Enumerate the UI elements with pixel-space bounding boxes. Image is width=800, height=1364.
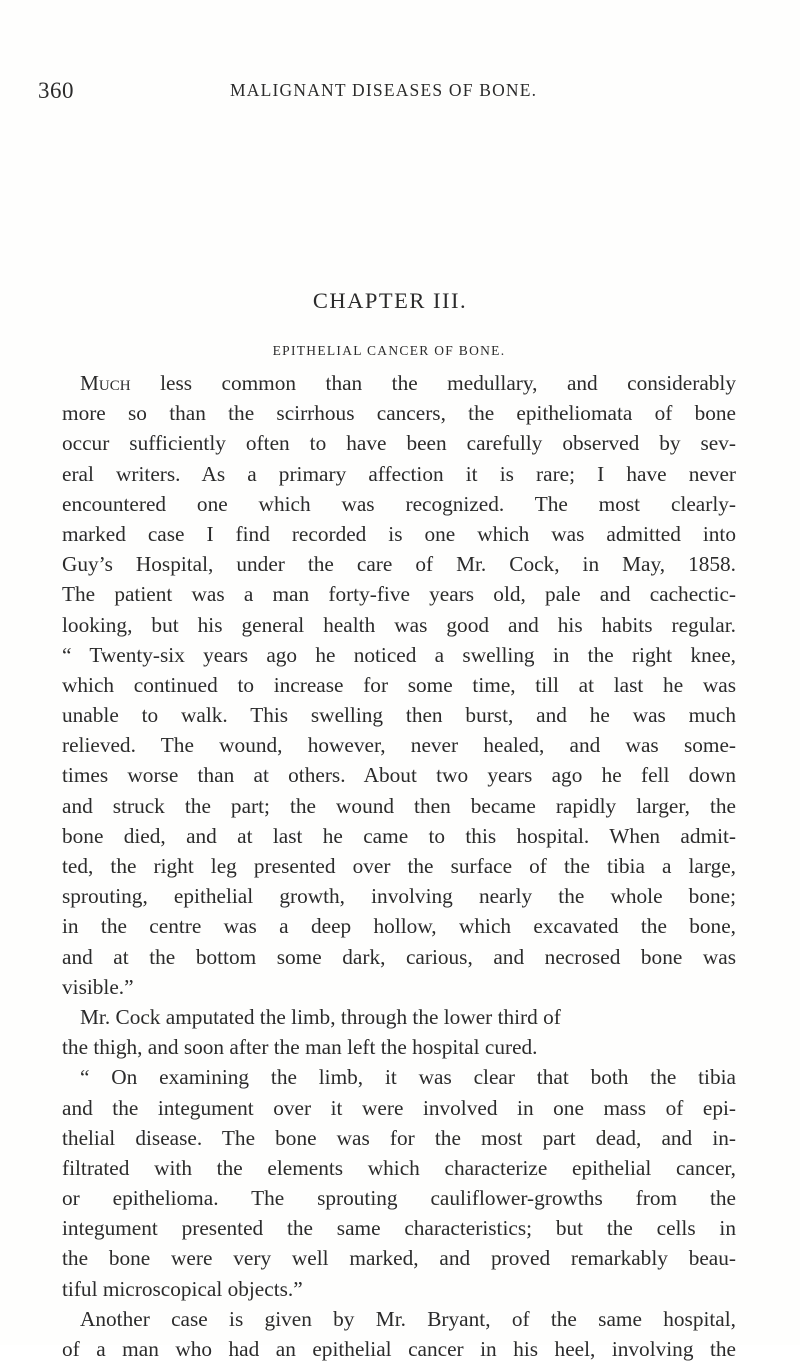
- text-line: the bone were very well marked, and proved remarkably beau-: [62, 1246, 736, 1271]
- body-text: [62, 368, 736, 1364]
- text-line: and the integument over it were involved in one mass of epi-: [62, 1095, 736, 1120]
- chapter-title: CHAPTER III.: [312, 288, 468, 313]
- text-line: marked case I find recorded is one which was admitted into: [62, 521, 736, 546]
- text-line: Much less common than the medullary, and considerably: [80, 371, 736, 395]
- text-line: integument presented the same characteristics; but the cells in: [62, 1216, 736, 1241]
- text-line: visible.”: [62, 974, 134, 999]
- text-line: “ On examining the limb, it was clear that both the tibia: [80, 1065, 736, 1090]
- page-number: 360: [38, 78, 74, 103]
- text-line: encountered one which was recognized. The most clearly-: [62, 491, 736, 516]
- text-line: the thigh, and soon after the man left the hospital cured.: [62, 1035, 538, 1060]
- text-line: sprouting, epithelial growth, involving nearly the whole bone;: [62, 884, 736, 909]
- text-line: occur sufficiently often to have been carefully observed by sev-: [62, 431, 736, 456]
- text-line: times worse than at others. About two years ago he fell down: [62, 763, 736, 788]
- text-line: eral writers. As a primary affection it is rare; I have never: [62, 461, 736, 486]
- text-line: and struck the part; the wound then became rapidly larger, the: [62, 793, 736, 818]
- chapter-subtitle: EPITHELIAL CANCER OF BONE.: [272, 343, 506, 358]
- text-line: relieved. The wound, however, never healed, and was some-: [62, 733, 736, 758]
- text-line: of a man who had an epithelial cancer in his heel, involving the: [62, 1337, 736, 1361]
- text-line: which continued to increase for some time, till at last he was: [62, 672, 736, 697]
- text-line: or epithelioma. The sprouting cauliflower-growths from the: [62, 1186, 736, 1211]
- text-line: bone died, and at last he came to this hospital. When admit-: [62, 823, 736, 848]
- text-line: “ Twenty-six years ago he noticed a swelling in the right knee,: [62, 642, 736, 667]
- text-line: tiful microscopical objects.”: [62, 1276, 303, 1301]
- text-line: and at the bottom some dark, carious, and necrosed bone was: [62, 944, 736, 969]
- running-title: MALIGNANT DISEASES OF BONE.: [230, 80, 538, 100]
- text-line: looking, but his general health was good and his habits regular.: [62, 612, 736, 637]
- text-line: thelial disease. The bone was for the most part dead, and in-: [62, 1125, 736, 1150]
- text-line: filtrated with the elements which characterize epithelial cancer,: [62, 1155, 736, 1180]
- text-line: Guy’s Hospital, under the care of Mr. Cock, in May, 1858.: [62, 552, 736, 577]
- small-caps-lead: Much: [80, 371, 131, 395]
- text-line: in the centre was a deep hollow, which excavated the bone,: [62, 914, 736, 939]
- text-line: Another case is given by Mr. Bryant, of the same hospital,: [80, 1306, 736, 1331]
- running-head: [38, 78, 722, 108]
- text-line: The patient was a man forty-five years old, pale and cachectic-: [62, 582, 736, 607]
- text-line: ted, the right leg presented over the surface of the tibia a large,: [62, 854, 736, 878]
- text-line: Mr. Cock amputated the limb, through the lower third of: [80, 1004, 561, 1029]
- text-line: unable to walk. This swelling then burst, and he was much: [62, 703, 736, 728]
- text-line: more so than the scirrhous cancers, the epitheliomata of bone: [62, 401, 736, 426]
